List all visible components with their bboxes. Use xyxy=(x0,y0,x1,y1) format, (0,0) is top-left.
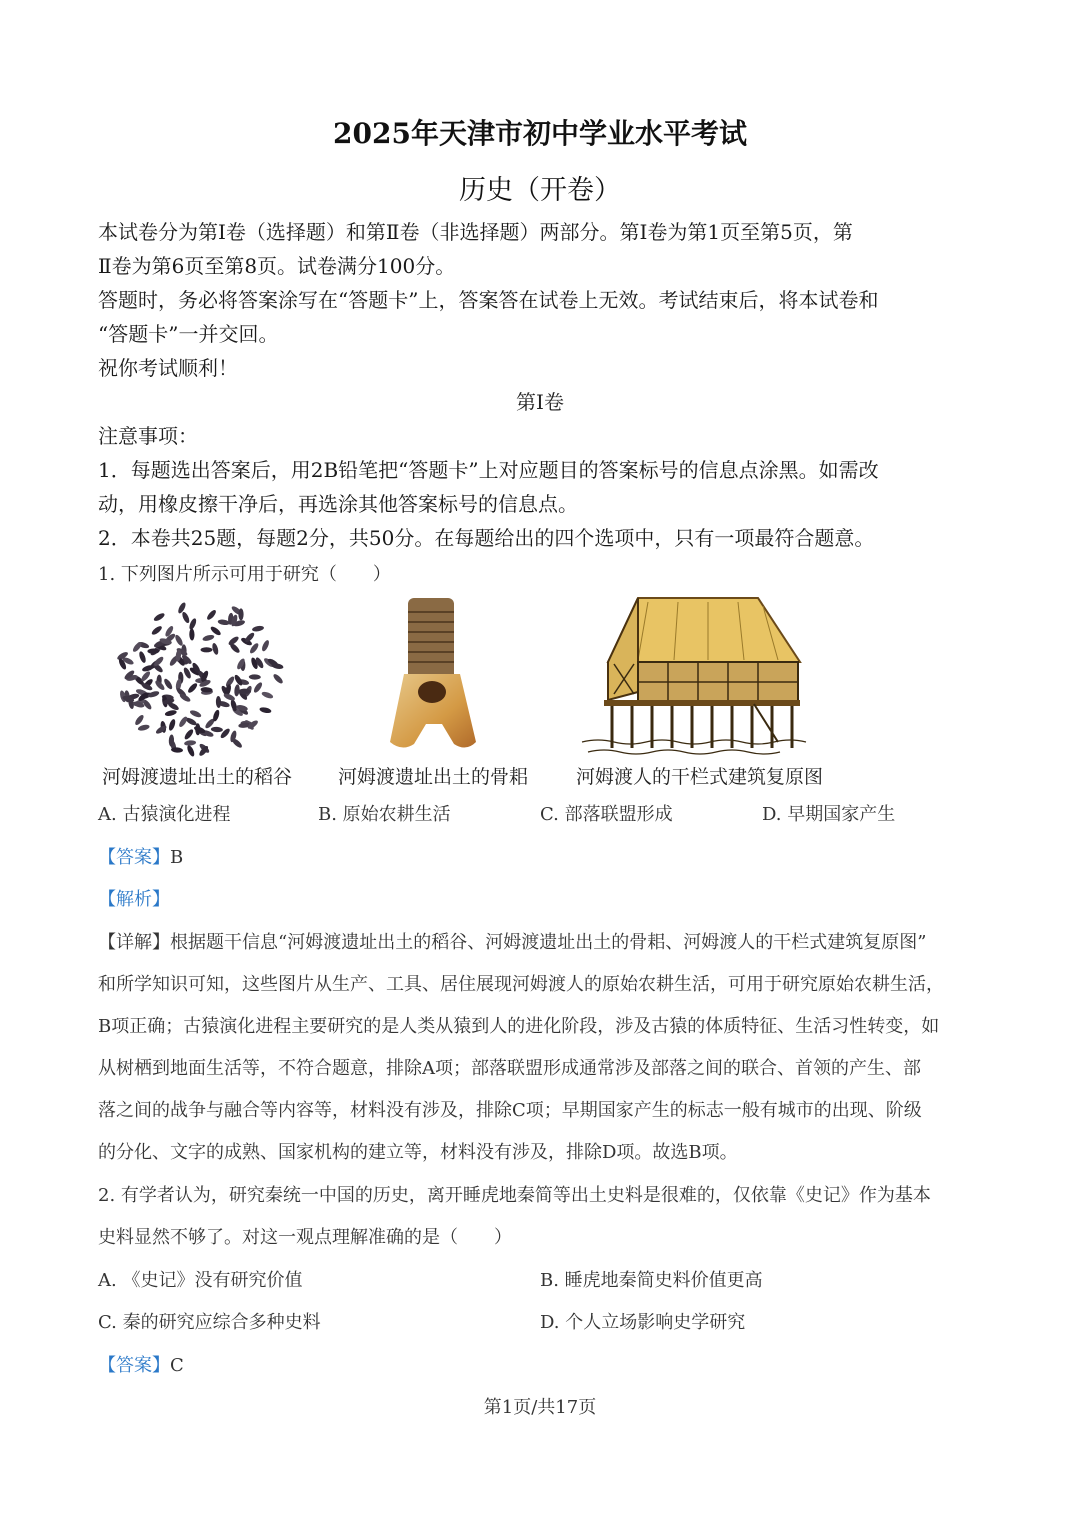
caption-rice: 河姆渡遗址出土的稻谷 xyxy=(102,766,293,788)
q2-option-c: C. 秦的研究应综合多种史料 xyxy=(98,1312,321,1333)
exam-subtitle: 历史（开卷） xyxy=(459,175,621,206)
intro-line-3: 答题时，务必将答案涂写在“答题卡”上，答案答在试卷上无效。考试结束后，将本试卷和 xyxy=(98,288,879,312)
question-2-stem-line-1: 2. 有学者认为，研究秦统一中国的历史，离开睡虎地秦简等出土史料是很难的，仅依靠《史记》作为基本 xyxy=(98,1185,931,1206)
q1-detail-line-4: 从树栖到地面生活等，不符合题意，排除A项；部落联盟形成通常涉及部落之间的联合、首领的产生、部 xyxy=(98,1058,921,1079)
question-2-stem-line-2: 史料显然不够了。对这一观点理解准确的是（ ） xyxy=(98,1227,512,1248)
answer-label: 【答案】 xyxy=(98,847,170,868)
answer-value: C xyxy=(170,1355,184,1376)
q1-option-b: B. 原始农耕生活 xyxy=(318,804,451,825)
q2-option-a: A. 《史记》没有研究价值 xyxy=(98,1270,303,1291)
detail-label: 【详解】 xyxy=(98,932,170,953)
question-1-stem: 1. 下列图片所示可用于研究（ ） xyxy=(98,564,391,585)
intro-line-4: “答题卡”一并交回。 xyxy=(98,322,279,346)
notice-item-1-line-1: 1．每题选出答案后，用2B铅笔把“答题卡”上对应题目的答案标号的信息点涂黑。如需改 xyxy=(98,458,879,482)
q1-detail-line-2: 和所学知识可知，这些图片从生产、工具、居住展现河姆渡人的原始农耕生活，可用于研究原始农耕生活， xyxy=(98,974,944,995)
caption-stilt-house: 河姆渡人的干栏式建筑复原图 xyxy=(576,766,824,788)
rice-grains-image xyxy=(104,592,294,762)
stilt-house-image xyxy=(578,592,808,762)
q2-option-b: B. 睡虎地秦简史料价值更高 xyxy=(540,1270,763,1291)
bone-spade-image xyxy=(368,592,498,762)
intro-line-1: 本试卷分为第Ⅰ卷（选择题）和第Ⅱ卷（非选择题）两部分。第Ⅰ卷为第1页至第5页，第 xyxy=(98,220,853,244)
q1-option-c: C. 部落联盟形成 xyxy=(540,804,673,825)
answer-label: 【答案】 xyxy=(98,1355,170,1376)
q1-analysis-label: 【解析】 xyxy=(98,889,170,910)
notice-heading: 注意事项： xyxy=(98,424,198,448)
q2-option-d: D. 个人立场影响史学研究 xyxy=(540,1312,746,1333)
q1-option-a: A. 古猿演化进程 xyxy=(98,804,231,825)
answer-value: B xyxy=(170,847,184,868)
q1-detail-line-5: 落之间的战争与融合等内容等，材料没有涉及，排除C项；早期国家产生的标志一般有城市的出现、阶级 xyxy=(98,1100,922,1121)
intro-line-2: Ⅱ卷为第6页至第8页。试卷满分100分。 xyxy=(98,254,456,278)
exam-title: 2025年天津市初中学业水平考试 xyxy=(333,117,747,150)
q2-answer xyxy=(98,1351,184,1377)
notice-item-2: 2．本卷共25题，每题2分，共50分。在每题给出的四个选项中，只有一项最符合题意。 xyxy=(98,526,875,550)
q1-answer xyxy=(98,843,183,869)
q1-detail-line-6: 的分化、文字的成熟、国家机构的建立等，材料没有涉及，排除D项。故选B项。 xyxy=(98,1142,738,1163)
q1-option-d: D. 早期国家产生 xyxy=(762,804,896,825)
caption-bone-spade: 河姆渡遗址出土的骨耜 xyxy=(338,766,529,788)
q1-detail-line-3: B项正确；古猿演化进程主要研究的是人类从猿到人的进化阶段，涉及古猿的体质特征、生活习性转变，如 xyxy=(98,1016,940,1037)
intro-line-5: 祝你考试顺利！ xyxy=(98,356,238,380)
detail-text: 根据题干信息“河姆渡遗址出土的稻谷、河姆渡遗址出土的骨耜、河姆渡人的干栏式建筑复原图” xyxy=(170,932,927,953)
section-title: 第Ⅰ卷 xyxy=(516,390,564,414)
notice-item-1-line-2: 动，用橡皮擦干净后，再选涂其他答案标号的信息点。 xyxy=(98,492,578,516)
page-footer: 第1页/共17页 xyxy=(483,1397,597,1418)
q1-detail-line-1 xyxy=(98,928,926,954)
